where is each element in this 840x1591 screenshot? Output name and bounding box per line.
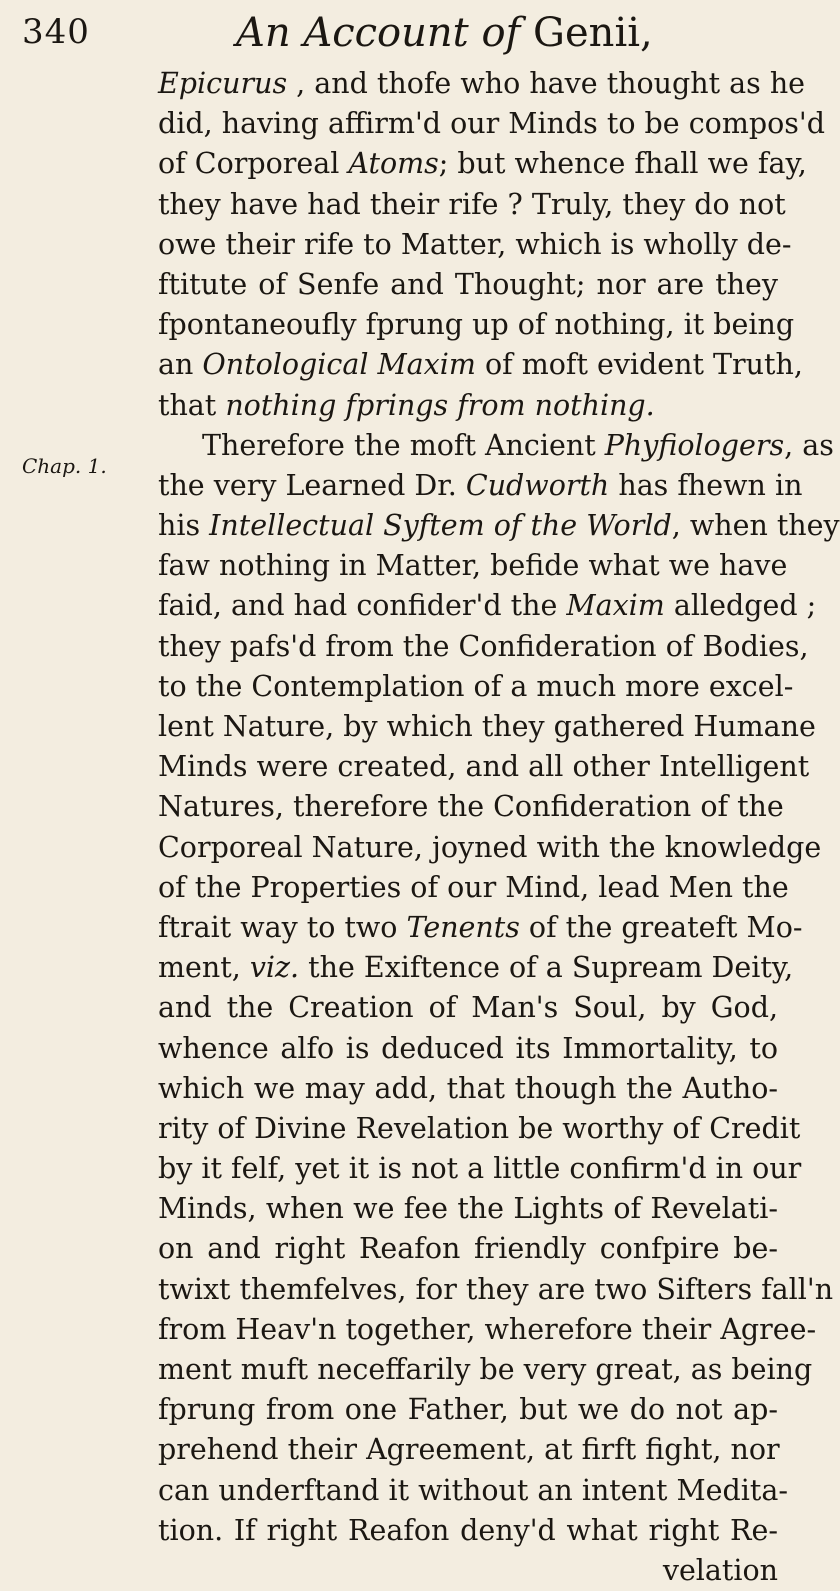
text-line xyxy=(158,265,778,305)
text-line xyxy=(158,586,817,626)
text-run: that xyxy=(158,388,226,422)
text-line xyxy=(158,1310,817,1350)
text-run: by it felf, yet it is not a little confirm'd in our xyxy=(158,1152,802,1186)
text-run: the very Learned Dr. xyxy=(158,468,466,502)
text-run: owe their rife to Matter, which is wholly de- xyxy=(158,227,792,261)
text-run: ; but whence fhall we fay, xyxy=(438,147,807,181)
text-run: whence alfo is deduced its Immortality, to xyxy=(158,1031,778,1065)
text-line xyxy=(158,707,816,747)
text-line xyxy=(158,747,810,787)
text-run: ment, xyxy=(158,951,250,985)
text-run: an xyxy=(158,348,203,382)
page-number: 340 xyxy=(22,12,90,52)
text-run: of Corporeal xyxy=(158,147,349,181)
text-run: did, having affirm'd our Minds to be compos'd xyxy=(158,107,825,141)
text-run: velation xyxy=(662,1553,778,1587)
italic-phrase: Ontological Maxim xyxy=(202,348,476,382)
text-line xyxy=(158,1069,778,1109)
text-run: ftitute of Senfe and Thought; nor are they xyxy=(158,267,778,301)
text-run: fpontaneoufly fprung up of nothing, it being xyxy=(158,308,795,342)
text-line xyxy=(158,1189,778,1229)
italic-phrase: Intellectual Syftem of the World xyxy=(209,509,672,543)
text-line xyxy=(158,787,784,827)
italic-phrase: Cudworth xyxy=(465,468,610,502)
text-run: they pafs'd from the Confideration of Bodies, xyxy=(158,629,809,663)
text-run: Minds, when we fee the Lights of Revelati- xyxy=(158,1192,778,1226)
text-run: faw nothing in Matter, befide what we have xyxy=(158,549,788,583)
text-line xyxy=(158,908,803,948)
text-run: twixt themfelves, for they are two Sifters fall'n xyxy=(158,1272,834,1306)
text-run: prehend their Agreement, at firft fight, nor xyxy=(158,1433,780,1467)
text-run: which we may add, that though the Autho- xyxy=(158,1071,778,1105)
text-line xyxy=(158,546,788,586)
text-line xyxy=(158,988,778,1028)
text-run: of moft evident Truth, xyxy=(475,348,803,382)
text-run: , when they xyxy=(671,509,840,543)
text-run: fprung from one Father, but we do not ap- xyxy=(158,1393,778,1427)
text-line xyxy=(158,1551,778,1591)
text-line xyxy=(158,1471,788,1511)
text-run: his xyxy=(158,509,210,543)
italic-phrase: Tenents xyxy=(406,910,520,944)
text-run: , as xyxy=(784,428,834,462)
text-line xyxy=(158,104,825,144)
running-head xyxy=(236,10,653,56)
text-line xyxy=(158,1029,778,1069)
text-run: on and right Reafon friendly confpire be- xyxy=(158,1232,778,1266)
text-run: they have had their rife ? Truly, they do not xyxy=(158,187,786,221)
text-run: to the Contemplation of a much more excel- xyxy=(158,669,794,703)
text-line xyxy=(158,345,803,385)
text-run: alledged ; xyxy=(664,589,817,623)
italic-phrase: viz. xyxy=(249,951,300,985)
text-line xyxy=(158,185,786,225)
text-line xyxy=(158,1430,778,1470)
italic-phrase: Maxim xyxy=(566,589,665,623)
running-head-italic: An Account of xyxy=(236,10,521,56)
text-line xyxy=(158,64,806,104)
italic-phrase: Atoms xyxy=(348,147,439,181)
running-head-roman: Genii, xyxy=(520,10,653,56)
text-run: the Exiftence of a Supream Deity, xyxy=(299,951,794,985)
italic-phrase: Phyfiologers xyxy=(604,428,785,462)
text-line xyxy=(158,627,809,667)
text-run: can underftand it without an intent Medita- xyxy=(158,1473,788,1507)
text-run: of the Properties of our Mind, lead Men the xyxy=(158,870,789,904)
text-line xyxy=(158,667,794,707)
text-run: lent Nature, by which they gathered Humane xyxy=(158,710,816,743)
text-line xyxy=(158,1270,834,1310)
margin-note: Chap. 1. xyxy=(22,454,107,478)
text-line xyxy=(158,1149,802,1189)
text-line xyxy=(158,386,778,426)
text-line xyxy=(158,1109,801,1149)
text-run: Corporeal Nature, joyned with the knowledge xyxy=(158,830,822,864)
text-run: Therefore the moft Ancient xyxy=(202,428,605,462)
text-run: faid, and had confider'd the xyxy=(158,589,567,623)
italic-phrase: Epicurus xyxy=(158,67,288,100)
text-line xyxy=(158,426,834,466)
text-line xyxy=(158,305,795,345)
text-line xyxy=(158,506,840,546)
text-run: , and thofe who have thought as he xyxy=(287,67,806,100)
text-line xyxy=(158,225,792,265)
text-line xyxy=(158,1229,778,1269)
text-run: has fhewn in xyxy=(609,468,803,502)
text-line xyxy=(158,868,789,908)
body-text xyxy=(158,64,840,1591)
text-line xyxy=(158,828,822,868)
text-line xyxy=(158,144,807,184)
text-line xyxy=(158,1390,778,1430)
text-run: Minds were created, and all other Intelligent xyxy=(158,750,810,784)
text-line xyxy=(158,466,803,506)
text-run: from Heav'n together, wherefore their Agree- xyxy=(158,1312,817,1346)
text-run: of the greateft Mo- xyxy=(519,910,803,944)
text-run: Natures, therefore the Confideration of the xyxy=(158,790,784,824)
text-run: and the Creation of Man's Soul, by God, xyxy=(158,991,778,1025)
text-run: rity of Divine Revelation be worthy of Credit xyxy=(158,1111,801,1145)
text-run: ftrait way to two xyxy=(158,910,407,944)
italic-phrase: nothing fprings from nothing. xyxy=(225,388,655,422)
text-run: ment muft neceffarily be very great, as being xyxy=(158,1353,813,1386)
text-line xyxy=(158,1511,778,1551)
text-line xyxy=(158,948,794,988)
text-run: tion. If right Reafon deny'd what right Re- xyxy=(158,1513,778,1547)
text-line xyxy=(158,1350,813,1390)
